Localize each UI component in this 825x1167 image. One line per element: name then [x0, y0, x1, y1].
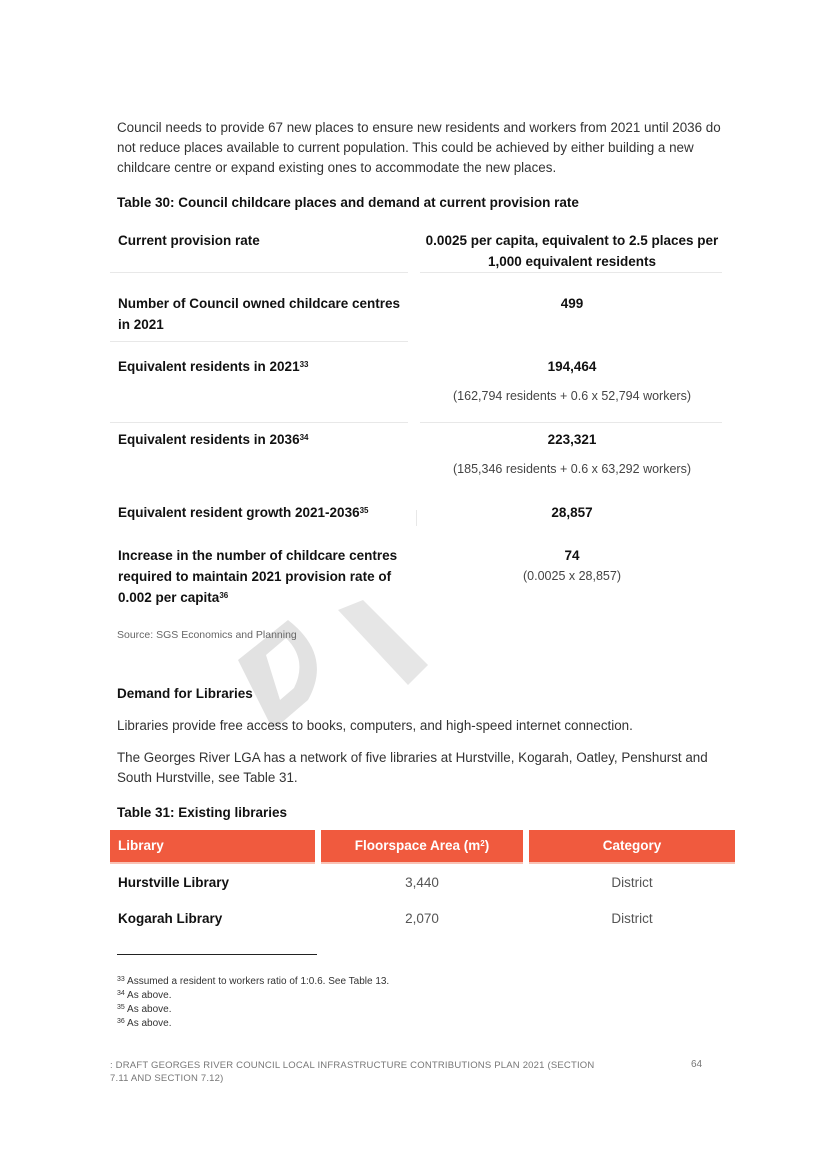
row-subvalue: (185,346 residents + 0.6 x 63,292 workers) [453, 462, 691, 476]
row-divider [110, 422, 408, 423]
library-name: Hurstville Library [118, 875, 230, 890]
row-value: 0.0025 per capita, equivalent to 2.5 places per 1,000 equivalent residents [425, 233, 719, 269]
column-divider [416, 510, 417, 526]
library-area: 2,070 [405, 911, 439, 926]
library-category: District [611, 911, 653, 926]
row-divider [110, 341, 408, 342]
row-label: Number of Council owned childcare centres in 2021 [118, 296, 401, 332]
footnote-separator [117, 954, 317, 955]
row-label: Increase in the number of childcare centres required to maintain 2021 provision rate of 0.002 per capita$^{36}$ [118, 548, 398, 605]
row-label: Current provision rate [118, 233, 260, 248]
row-label: Equivalent resident growth 2021-2036$^{35}$ [118, 505, 369, 520]
column-header-category: Category [529, 830, 735, 862]
row-value: 74 [564, 548, 580, 563]
libraries-paragraph: Libraries provide free access to books, computers, and high-speed internet connection. [117, 718, 633, 733]
library-name: Kogarah Library [118, 911, 223, 926]
row-divider [110, 272, 408, 273]
row-subvalue: (162,794 residents + 0.6 x 52,794 workers) [453, 389, 691, 403]
library-category: District [611, 875, 653, 890]
page-number: 64 [691, 1059, 703, 1070]
table30-source: Source: SGS Economics and Planning [117, 629, 297, 641]
column-header-floorspace: Floorspace Area $(m^2)$ [321, 830, 523, 862]
page-footer: : DRAFT GEORGES RIVER COUNCIL LOCAL INFRASTRUCTURE CONTRIBUTIONS PLAN 2021 (SECTION 7.11 AND SECTION 7.12) [110, 1060, 595, 1084]
row-subvalue: (0.0025 x 28,857) [523, 569, 621, 583]
footnote: $^{34}$ As above. [117, 990, 172, 1001]
libraries-paragraph: The Georges River LGA has a network of five libraries at Hurstville, Kogarah, Oatley, Penshurst and South Hurstville, see Table 31. [117, 750, 708, 785]
row-divider [420, 422, 722, 423]
library-area: 3,440 [405, 875, 439, 890]
row-value: 223,321 [547, 432, 597, 447]
table30-caption: Table 30: Council childcare places and demand at current provision rate [117, 195, 579, 210]
section-heading: Demand for Libraries [117, 686, 253, 701]
column-header-library: Library [110, 830, 315, 862]
row-value: 194,464 [547, 359, 597, 374]
footnote: $^{33}$ Assumed a resident to workers ratio of 1:0.6. See Table 13. [117, 976, 390, 987]
table31-caption: Table 31: Existing libraries [117, 805, 288, 820]
row-divider [420, 272, 722, 273]
row-value: 28,857 [551, 505, 593, 520]
row-label: Equivalent residents in 2036$^{34}$ [118, 432, 309, 447]
footnote: $^{35}$ As above. [117, 1004, 172, 1015]
intro-paragraph: Council needs to provide 67 new places to ensure new residents and workers from 2021 until 2036 do not reduce places available to current population. This could be achieved by either building a new childcare centre or expand existing ones to accommodate the new places. [117, 120, 721, 175]
row-label: Equivalent residents in 2021$^{33}$ [118, 359, 309, 374]
row-value: 499 [560, 296, 584, 311]
footnote: $^{36}$ As above. [117, 1018, 172, 1029]
